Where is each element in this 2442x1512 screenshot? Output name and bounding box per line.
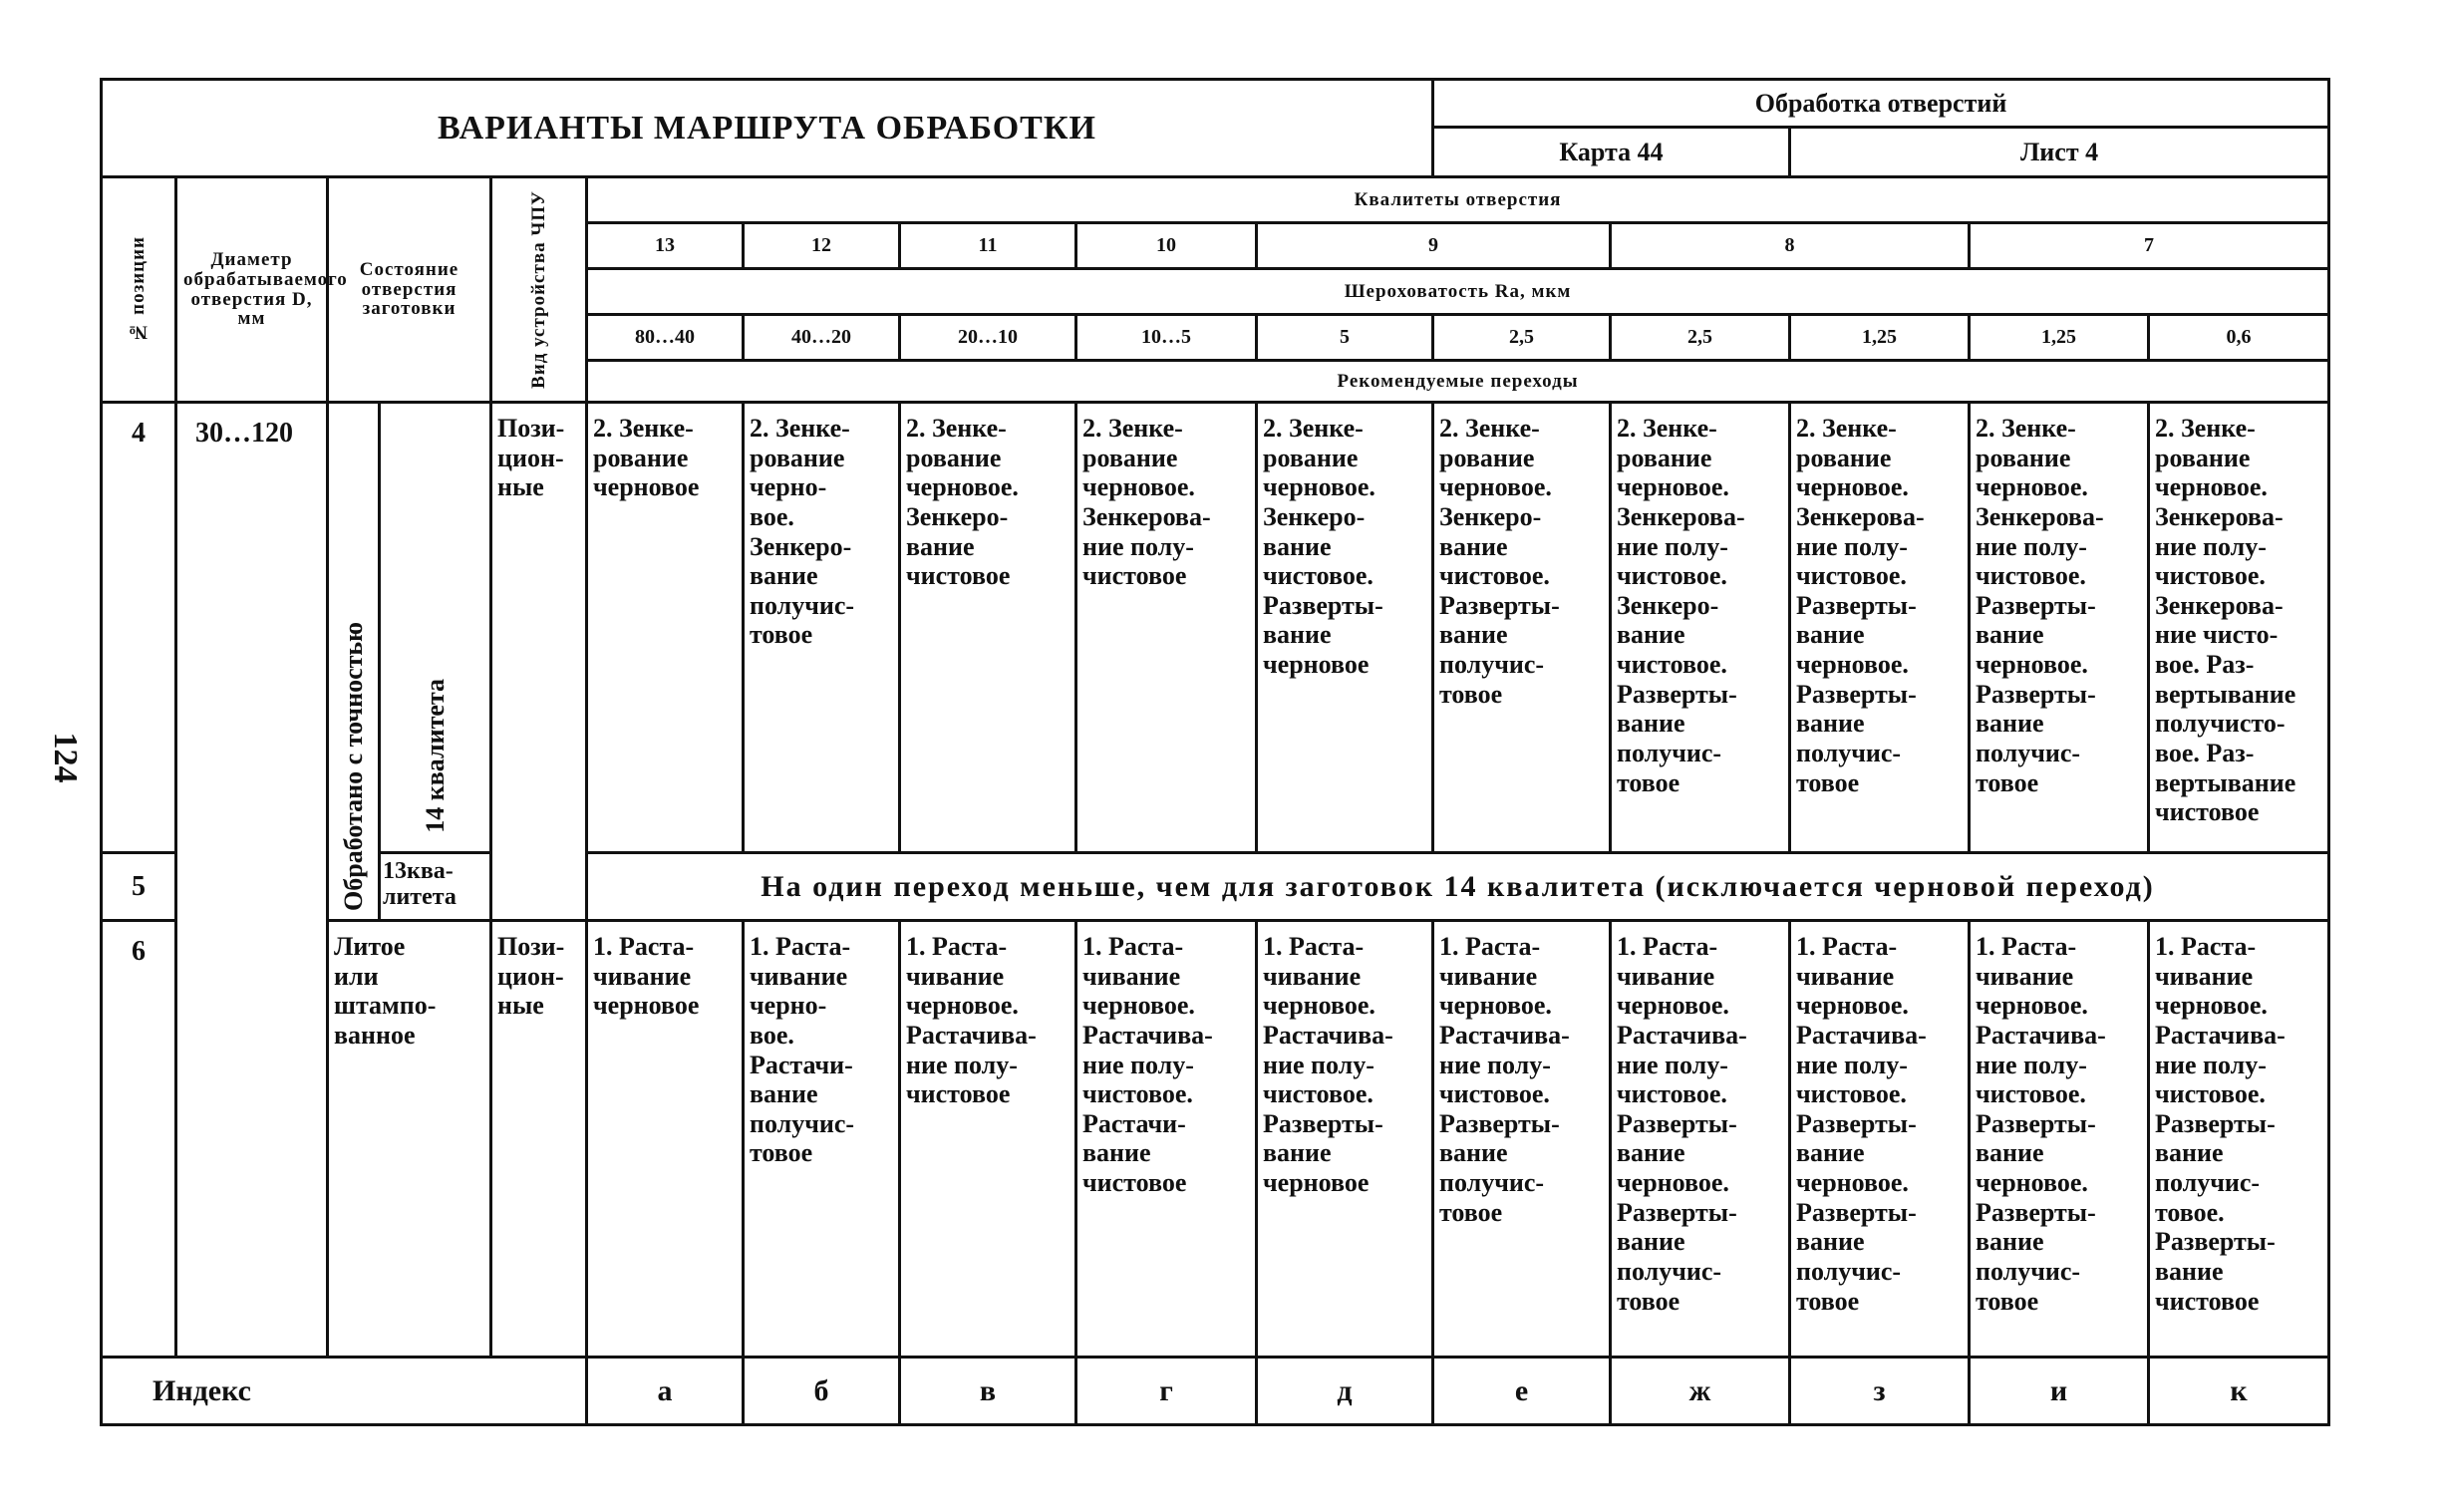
row-position: 4 — [102, 403, 176, 853]
transitions-group-header: Рекомендуемые переходы — [587, 361, 2329, 403]
transition-cell: 2. Зенке- рование черновое. Зенкерова- ние полу- чистовое. Разверты- вание черновое. Разверты- вание получис- товое — [1790, 403, 1970, 853]
row-diameter: 30…120 — [176, 403, 328, 1358]
transition-cell: 1. Раста- чивание черновое. Растачива- ние полу- чистовое. Растачи- вание чистовое — [1076, 921, 1257, 1358]
quality-8: 8 — [1611, 223, 1970, 269]
table-row — [102, 921, 2329, 1358]
index-letter: ж — [1611, 1358, 1790, 1425]
transition-cell: 1. Раста- чивание черновое. Растачива- ние полу- чистовое. Разверты- вание получис- товое. Разверты- вание чистовое — [2149, 921, 2329, 1358]
roughness-group-header: Шероховатость Ra, мкм — [587, 269, 2329, 315]
transition-cell: 1. Раста- чивание черновое. Растачива- ние полу- чистовое. Разверты- вание черновое. Разверты- вание получис- товое — [1970, 921, 2149, 1358]
sheet-number: Лист 4 — [1790, 128, 2329, 177]
index-letter: в — [900, 1358, 1076, 1425]
roughness-value: 1,25 — [1790, 315, 1970, 361]
table-title: ВАРИАНТЫ МАРШРУТА ОБРАБОТКИ — [102, 80, 1433, 177]
transition-cell: 1. Раста- чивание черновое. Растачива- ние полу- чистовое. Разверты- вание черновое. Разверты- вание получис- товое — [1611, 921, 1790, 1358]
transition-cell: 1. Раста- чивание черновое. Растачива- ние полу- чистовое — [900, 921, 1076, 1358]
transition-cell: 1. Раста- чивание черновое. Растачива- ние полу- чистовое. Разверты- вание черновое — [1257, 921, 1433, 1358]
roughness-value: 0,6 — [2149, 315, 2329, 361]
state-quality-13: 13ква- литета — [380, 853, 491, 921]
transition-cell: 2. Зенке- рование черновое. Зенкеро- вание чистовое. Разверты- вание черновое — [1257, 403, 1433, 853]
quality-10: 10 — [1076, 223, 1257, 269]
transition-cell: 1. Раста- чивание черно- вое. Растачи- вание получис- товое — [744, 921, 900, 1358]
page-number: 124 — [47, 732, 84, 783]
transition-cell: 2. Зенке- рование черновое. Зенкеро- вание чистовое. Разверты- вание получис- товое — [1433, 403, 1611, 853]
row-5-message: На один переход меньше, чем для заготовок 14 квалитета (исключается черновой переход) — [587, 853, 2329, 921]
index-row — [102, 1358, 2329, 1425]
card-number: Карта 44 — [1433, 128, 1790, 177]
quality-13: 13 — [587, 223, 744, 269]
transition-cell: 2. Зенке- рование черновое. Зенкерова- ние полу- чистовое — [1076, 403, 1257, 853]
roughness-value: 20…10 — [900, 315, 1076, 361]
state-quality-label: 14 квалитета — [380, 403, 491, 853]
transition-cell: 2. Зенке- рование черновое. Зенкеро- вание чистовое — [900, 403, 1076, 853]
index-letter: к — [2149, 1358, 2329, 1425]
col-header-position: № позиции — [102, 177, 176, 403]
row-position: 5 — [102, 853, 176, 921]
roughness-value: 2,5 — [1433, 315, 1611, 361]
index-label: Индекс — [102, 1358, 587, 1425]
col-header-state: Состояние отверстия заготовки — [328, 177, 491, 403]
row-device: Пози- цион- ные — [491, 921, 587, 1358]
col-header-diameter: Диаметр обрабатываемого отверстия D, мм — [176, 177, 328, 403]
transition-cell: 1. Раста- чивание черновое. Растачива- ние полу- чистовое. Разверты- вание черновое. Разверты- вание получис- товое — [1790, 921, 1970, 1358]
index-letter: з — [1790, 1358, 1970, 1425]
table-row — [102, 853, 2329, 921]
roughness-value: 2,5 — [1611, 315, 1790, 361]
index-letter: г — [1076, 1358, 1257, 1425]
transition-cell: 2. Зенке- рование черно- вое. Зенкеро- вание получис- товое — [744, 403, 900, 853]
index-letter: и — [1970, 1358, 2149, 1425]
roughness-value: 40…20 — [744, 315, 900, 361]
state-vertical-label: Обработано с точностью — [328, 403, 380, 921]
transition-cell: 1. Раста- чивание черновое — [587, 921, 744, 1358]
table-row — [102, 403, 2329, 853]
index-letter: д — [1257, 1358, 1433, 1425]
section-name: Обработка отверстий — [1433, 80, 2329, 128]
row-state: Литое или штампо- ванное — [328, 921, 491, 1358]
transition-cell: 2. Зенке- рование черновое — [587, 403, 744, 853]
transition-cell: 1. Раста- чивание черновое. Растачива- ние полу- чистовое. Разверты- вание получис- товое — [1433, 921, 1611, 1358]
route-variants-table — [100, 78, 2330, 1426]
index-letter: а — [587, 1358, 744, 1425]
col-header-device: Вид устройства ЧПУ — [491, 177, 587, 403]
transition-cell: 2. Зенке- рование черновое. Зенкерова- ние полу- чистовое. Разверты- вание черновое. Разверты- вание получис- товое — [1970, 403, 2149, 853]
quality-11: 11 — [900, 223, 1076, 269]
row-device: Пози- цион- ные — [491, 403, 587, 921]
quality-7: 7 — [1970, 223, 2329, 269]
index-letter: е — [1433, 1358, 1611, 1425]
transition-cell: 2. Зенке- рование черновое. Зенкерова- ние полу- чистовое. Зенкерова- ние чисто- вое. Раз- вертывание получисто- вое. Раз- вертывание чистовое — [2149, 403, 2329, 853]
quality-9: 9 — [1257, 223, 1611, 269]
transition-cell: 2. Зенке- рование черновое. Зенкерова- ние полу- чистовое. Зенкеро- вание чистовое. Разверты- вание получис- товое — [1611, 403, 1790, 853]
roughness-value: 5 — [1257, 315, 1433, 361]
quality-12: 12 — [744, 223, 900, 269]
quality-group-header: Квалитеты отверстия — [587, 177, 2329, 223]
roughness-value: 1,25 — [1970, 315, 2149, 361]
roughness-value: 10…5 — [1076, 315, 1257, 361]
index-letter: б — [744, 1358, 900, 1425]
roughness-value: 80…40 — [587, 315, 744, 361]
row-position: 6 — [102, 921, 176, 1358]
